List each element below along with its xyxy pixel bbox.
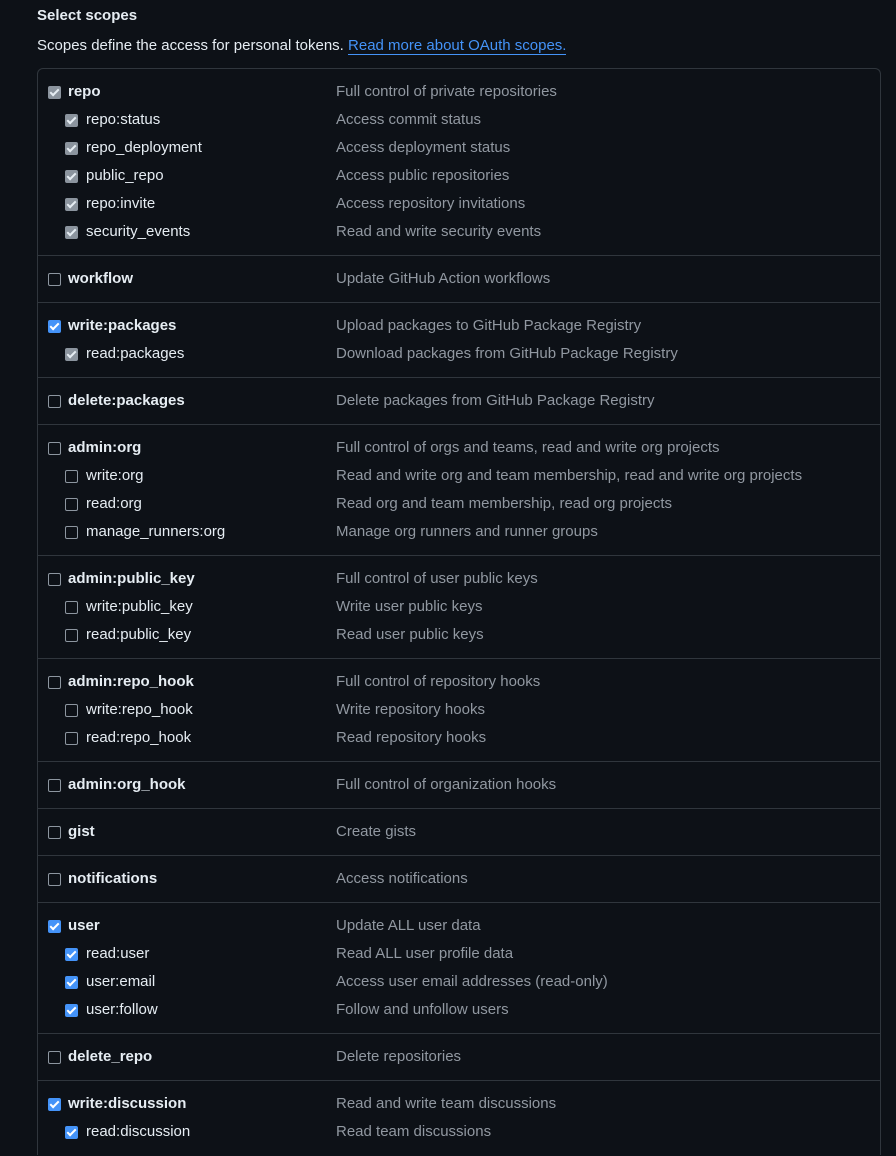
scope-row-notifications[interactable] — [38, 865, 880, 893]
scope-description: Access notifications — [336, 870, 468, 887]
scope-description: Update GitHub Action workflows — [336, 270, 551, 287]
scope-checkbox-read-repo-hook[interactable] — [65, 732, 78, 745]
scope-checkbox-user-follow[interactable] — [65, 1004, 78, 1017]
scope-group-user — [38, 903, 880, 1034]
scope-row-repo[interactable] — [38, 78, 880, 106]
scope-description: Full control of user public keys — [336, 570, 538, 587]
scope-row-delete-repo[interactable] — [38, 1043, 880, 1071]
scope-name: delete:packages — [68, 392, 185, 409]
scope-description: Delete packages from GitHub Package Registry — [336, 392, 655, 409]
scope-row-read-packages[interactable] — [38, 340, 880, 368]
scope-checkbox-read-user[interactable] — [65, 948, 78, 961]
scope-description: Read org and team membership, read org projects — [336, 495, 673, 512]
scope-checkbox-write-repo-hook[interactable] — [65, 704, 78, 717]
scope-name: read:public_key — [86, 626, 192, 643]
scope-name: admin:org — [68, 439, 142, 456]
scope-group-delete-repo — [38, 1034, 880, 1081]
scope-row-repo-deployment[interactable] — [38, 134, 880, 162]
scope-row-workflow[interactable] — [38, 265, 880, 293]
scope-checkbox-admin-org[interactable] — [48, 442, 61, 455]
scope-row-read-discussion[interactable] — [38, 1118, 880, 1146]
scope-description: Read user public keys — [336, 626, 484, 643]
scope-name: manage_runners:org — [86, 523, 226, 540]
scope-name: read:user — [86, 945, 150, 962]
scope-description: Create gists — [336, 823, 417, 840]
scope-name: admin:public_key — [68, 570, 195, 587]
oauth-scopes-link[interactable]: Read more about OAuth scopes. — [348, 37, 567, 54]
scope-row-repo-invite[interactable] — [38, 190, 880, 218]
scope-description: Follow and unfollow users — [336, 1001, 509, 1018]
scope-group-notifications — [38, 856, 880, 903]
scope-group-admin-repo-hook — [38, 659, 880, 762]
scope-name: delete_repo — [68, 1048, 153, 1065]
scope-name: write:public_key — [86, 598, 193, 615]
scope-checkbox-repo — [48, 86, 61, 99]
scopes-description — [37, 35, 566, 57]
scope-checkbox-repo-invite — [65, 198, 78, 211]
scope-checkbox-delete-repo[interactable] — [48, 1051, 61, 1064]
scope-checkbox-delete-packages[interactable] — [48, 395, 61, 408]
scope-group-write-discussion — [38, 1081, 880, 1155]
scope-description: Read and write org and team membership, read and write org projects — [336, 467, 803, 484]
scope-description: Access repository invitations — [336, 195, 526, 212]
scope-row-user-email[interactable] — [38, 968, 880, 996]
select-scopes-heading: Select scopes — [37, 7, 138, 24]
scope-name: admin:repo_hook — [68, 673, 194, 690]
scopes-list — [37, 68, 881, 1155]
scope-row-gist[interactable] — [38, 818, 880, 846]
scope-row-write-public-key[interactable] — [38, 593, 880, 621]
scope-group-gist — [38, 809, 880, 856]
scope-checkbox-admin-org-hook[interactable] — [48, 779, 61, 792]
scope-checkbox-gist[interactable] — [48, 826, 61, 839]
scope-description: Read team discussions — [336, 1123, 492, 1140]
scope-row-delete-packages[interactable] — [38, 387, 880, 415]
scope-checkbox-read-packages — [65, 348, 78, 361]
scope-row-public-repo[interactable] — [38, 162, 880, 190]
scope-name: workflow — [68, 270, 134, 287]
scope-description: Update ALL user data — [336, 917, 481, 934]
scope-row-admin-org-hook[interactable] — [38, 771, 880, 799]
scope-description: Upload packages to GitHub Package Registry — [336, 317, 642, 334]
scope-name: write:packages — [68, 317, 177, 334]
scope-checkbox-security-events — [65, 226, 78, 239]
scope-checkbox-notifications[interactable] — [48, 873, 61, 886]
scope-checkbox-user-email[interactable] — [65, 976, 78, 989]
scope-row-admin-public-key[interactable] — [38, 565, 880, 593]
scope-description: Access public repositories — [336, 167, 510, 184]
scope-checkbox-workflow[interactable] — [48, 273, 61, 286]
scope-name: gist — [68, 823, 95, 840]
scope-checkbox-write-org[interactable] — [65, 470, 78, 483]
scope-description: Access commit status — [336, 111, 482, 128]
scope-group-write-packages — [38, 303, 880, 378]
scope-row-manage-runners-org[interactable] — [38, 518, 880, 546]
scope-name: security_events — [86, 223, 191, 240]
scopes-description-text: Scopes define the access for personal tokens. — [37, 37, 349, 54]
scope-name: user — [68, 917, 100, 934]
scope-group-workflow — [38, 256, 880, 303]
scope-row-write-packages[interactable] — [38, 312, 880, 340]
scope-checkbox-admin-public-key[interactable] — [48, 573, 61, 586]
scope-name: repo_deployment — [86, 139, 202, 156]
scope-checkbox-repo-status — [65, 114, 78, 127]
scope-name: write:discussion — [68, 1095, 187, 1112]
scope-name: read:org — [86, 495, 142, 512]
scope-description: Access deployment status — [336, 139, 511, 156]
scope-checkbox-read-discussion[interactable] — [65, 1126, 78, 1139]
scope-group-repo — [38, 69, 880, 256]
scope-row-read-repo-hook[interactable] — [38, 724, 880, 752]
scope-row-user[interactable] — [38, 912, 880, 940]
scope-description: Full control of orgs and teams, read and write org projects — [336, 439, 720, 456]
scope-name: repo — [68, 83, 101, 100]
scope-row-admin-repo-hook[interactable] — [38, 668, 880, 696]
scope-row-read-public-key[interactable] — [38, 621, 880, 649]
scope-description: Download packages from GitHub Package Registry — [336, 345, 678, 362]
scope-name: notifications — [68, 870, 158, 887]
scope-description: Read repository hooks — [336, 729, 487, 746]
scope-name: user:email — [86, 973, 156, 990]
scope-description: Delete repositories — [336, 1048, 462, 1065]
scope-description: Manage org runners and runner groups — [336, 523, 598, 540]
scope-description: Full control of repository hooks — [336, 673, 541, 690]
scope-name: public_repo — [86, 167, 164, 184]
scope-row-write-repo-hook[interactable] — [38, 696, 880, 724]
scope-checkbox-read-public-key[interactable] — [65, 629, 78, 642]
scope-row-user-follow[interactable] — [38, 996, 880, 1024]
scope-description: Read and write security events — [336, 223, 542, 240]
scope-description: Read ALL user profile data — [336, 945, 514, 962]
scope-name: read:packages — [86, 345, 185, 362]
scope-description: Read and write team discussions — [336, 1095, 557, 1112]
scope-description: Access user email addresses (read-only) — [336, 973, 608, 990]
scope-group-admin-public-key — [38, 556, 880, 659]
scope-row-repo-status[interactable] — [38, 106, 880, 134]
scope-name: write:repo_hook — [86, 701, 193, 718]
scope-checkbox-manage-runners-org[interactable] — [65, 526, 78, 539]
scope-group-admin-org-hook — [38, 762, 880, 809]
scope-name: write:org — [86, 467, 144, 484]
scope-checkbox-write-packages[interactable] — [48, 320, 61, 333]
scope-name: repo:status — [86, 111, 161, 128]
scope-description: Write repository hooks — [336, 701, 485, 718]
scope-description: Full control of private repositories — [336, 83, 557, 100]
scope-description: Full control of organization hooks — [336, 776, 557, 793]
scope-row-read-org[interactable] — [38, 490, 880, 518]
scope-checkbox-admin-repo-hook[interactable] — [48, 676, 61, 689]
scope-row-admin-org[interactable] — [38, 434, 880, 462]
scope-group-admin-org — [38, 425, 880, 556]
scope-row-write-org[interactable] — [38, 462, 880, 490]
scope-checkbox-repo-deployment — [65, 142, 78, 155]
scope-description: Write user public keys — [336, 598, 483, 615]
scope-name: read:repo_hook — [86, 729, 192, 746]
scope-name: user:follow — [86, 1001, 158, 1018]
scope-name: read:discussion — [86, 1123, 191, 1140]
scope-name: admin:org_hook — [68, 776, 186, 793]
scope-row-read-user[interactable] — [38, 940, 880, 968]
scope-checkbox-write-public-key[interactable] — [65, 601, 78, 614]
scope-checkbox-user[interactable] — [48, 920, 61, 933]
scope-checkbox-read-org[interactable] — [65, 498, 78, 511]
scope-checkbox-write-discussion[interactable] — [48, 1098, 61, 1111]
scope-name: repo:invite — [86, 195, 156, 212]
scope-row-security-events[interactable] — [38, 218, 880, 246]
scope-group-delete-packages — [38, 378, 880, 425]
scope-checkbox-public-repo — [65, 170, 78, 183]
scope-row-write-discussion[interactable] — [38, 1090, 880, 1118]
